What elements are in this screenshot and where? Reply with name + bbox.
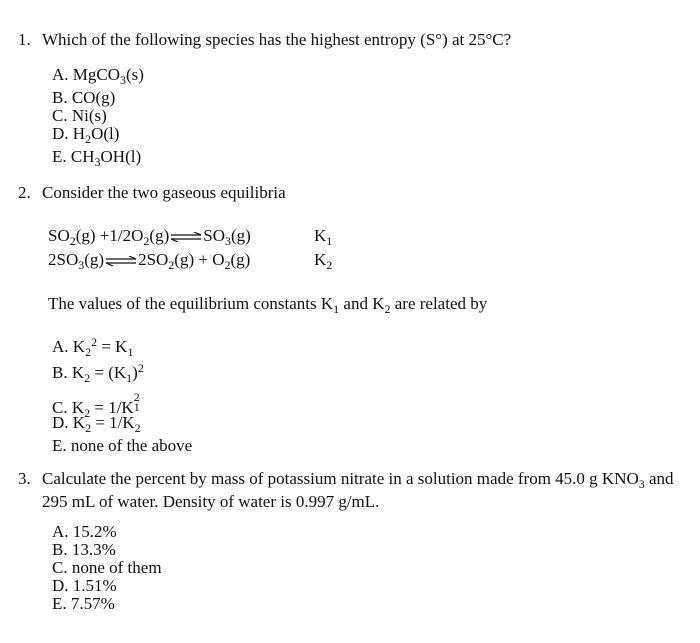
question-text-line-2: 295 mL of water. Density of water is 0.997 g/mL. bbox=[42, 492, 380, 511]
option-text: K bbox=[71, 398, 85, 417]
text: The values of the equilibrium constants K bbox=[48, 294, 334, 313]
option-b bbox=[52, 363, 144, 384]
subscript: 2 bbox=[143, 234, 150, 248]
option-d bbox=[52, 413, 141, 434]
option-text: 15.2% bbox=[72, 522, 117, 541]
option-letter: B. bbox=[52, 540, 68, 559]
subscript: 2 bbox=[85, 345, 92, 359]
sub-superscript bbox=[133, 390, 144, 414]
option-letter: C. bbox=[52, 398, 68, 417]
equilibrium-arrow-icon bbox=[170, 232, 202, 242]
eq-text: 2SO bbox=[48, 250, 79, 269]
option-text: OH(l) bbox=[100, 147, 142, 166]
option-letter: B. bbox=[52, 363, 68, 382]
option-text: Ni(s) bbox=[71, 106, 107, 125]
option-text: ) bbox=[132, 363, 138, 382]
option-text: O(l) bbox=[91, 124, 120, 143]
question-number: 2. bbox=[18, 183, 31, 202]
option-b bbox=[52, 88, 115, 108]
option-text: K bbox=[72, 413, 86, 432]
subscript: 2 bbox=[69, 234, 76, 248]
subscript: 3 bbox=[224, 234, 231, 248]
option-letter: D. bbox=[52, 413, 69, 432]
option-letter: A. bbox=[52, 337, 69, 356]
subscript: 2 bbox=[224, 258, 231, 272]
option-e bbox=[52, 594, 115, 614]
option-letter: E. bbox=[52, 594, 67, 613]
subscript: 3 bbox=[638, 477, 645, 491]
text: are related by bbox=[390, 294, 488, 313]
option-text: CH bbox=[70, 147, 95, 166]
eq-text: SO bbox=[203, 226, 225, 245]
option-letter: D. bbox=[52, 576, 69, 595]
option-letter: C. bbox=[52, 558, 68, 577]
subscript: 1 bbox=[126, 371, 133, 385]
question-number: 3. bbox=[18, 469, 31, 488]
relation-text bbox=[48, 294, 487, 315]
option-d bbox=[52, 124, 119, 145]
option-letter: E. bbox=[52, 147, 67, 166]
option-e bbox=[52, 436, 192, 456]
option-text: K bbox=[72, 337, 86, 356]
option-letter: D. bbox=[52, 124, 69, 143]
option-text: 1.51% bbox=[72, 576, 117, 595]
option-text: = K bbox=[97, 337, 128, 356]
option-letter: A. bbox=[52, 522, 69, 541]
superscript: 2 bbox=[91, 335, 98, 349]
subscript: 3 bbox=[94, 155, 101, 169]
subscript: 3 bbox=[78, 258, 85, 272]
option-letter: B. bbox=[52, 88, 68, 107]
eq-text: SO bbox=[48, 226, 70, 245]
question-text: Consider the two gaseous equilibria bbox=[42, 183, 286, 202]
eq-text: (g) + O bbox=[174, 250, 225, 269]
eq-text: (g) bbox=[149, 226, 170, 245]
eq-text: (g) bbox=[230, 226, 251, 245]
subscript: 2 bbox=[134, 421, 141, 435]
option-text: 7.57% bbox=[70, 594, 115, 613]
eq-text: K bbox=[314, 250, 327, 269]
equilibrium-2 bbox=[48, 250, 250, 271]
superscript: 2 bbox=[137, 361, 144, 375]
option-text: = 1/K bbox=[91, 413, 135, 432]
text: and bbox=[644, 469, 674, 488]
subscript: 2 bbox=[384, 302, 391, 316]
option-letter: A. bbox=[52, 65, 69, 84]
option-text: MgCO bbox=[72, 65, 121, 84]
option-text: none of them bbox=[71, 558, 162, 577]
subscript: 2 bbox=[85, 421, 92, 435]
eq-text: (g) +1/2O bbox=[75, 226, 144, 245]
subscript: 1 bbox=[326, 234, 333, 248]
subscript: 1 bbox=[127, 345, 134, 359]
eq-text: 2SO bbox=[138, 250, 169, 269]
option-a bbox=[52, 522, 117, 542]
option-c bbox=[52, 558, 162, 578]
option-d bbox=[52, 576, 117, 596]
text: and K bbox=[339, 294, 385, 313]
option-a bbox=[52, 65, 144, 86]
option-e bbox=[52, 147, 141, 168]
option-a bbox=[52, 337, 133, 358]
subscript: 1 bbox=[333, 302, 340, 316]
eq-text: K bbox=[314, 226, 327, 245]
option-text: = (K bbox=[90, 363, 127, 382]
equilibrium-arrow-icon bbox=[105, 256, 137, 266]
subscript: 2 bbox=[84, 371, 91, 385]
option-text: H bbox=[72, 124, 86, 143]
option-text: K bbox=[71, 363, 85, 382]
equilibrium-constant-2 bbox=[314, 250, 332, 271]
option-text: (s) bbox=[126, 65, 144, 84]
option-c bbox=[52, 106, 107, 126]
eq-text: (g) bbox=[84, 250, 105, 269]
superscript: 2 bbox=[133, 390, 140, 404]
option-text: none of the above bbox=[70, 436, 193, 455]
question-number: 1. bbox=[18, 30, 31, 49]
eq-text: (g) bbox=[230, 250, 251, 269]
equilibrium-constant-1 bbox=[314, 226, 332, 247]
subscript: 1 bbox=[133, 400, 140, 414]
subscript: 2 bbox=[168, 258, 175, 272]
question-text bbox=[42, 469, 674, 490]
equilibrium-1 bbox=[48, 226, 251, 247]
option-b bbox=[52, 540, 116, 560]
subscript: 2 bbox=[85, 132, 92, 146]
option-text: = 1/K bbox=[90, 398, 134, 417]
text: Calculate the percent by mass of potassium nitrate in a solution made from 45.0 g KNO bbox=[42, 469, 639, 488]
option-text: CO(g) bbox=[71, 88, 116, 107]
subscript: 2 bbox=[326, 258, 333, 272]
option-text: 13.3% bbox=[71, 540, 116, 559]
question-text: Which of the following species has the highest entropy (S°) at 25°C? bbox=[42, 30, 512, 49]
option-letter: E. bbox=[52, 436, 67, 455]
subscript: 3 bbox=[120, 73, 127, 87]
subscript: 2 bbox=[84, 406, 91, 420]
option-letter: C. bbox=[52, 106, 68, 125]
